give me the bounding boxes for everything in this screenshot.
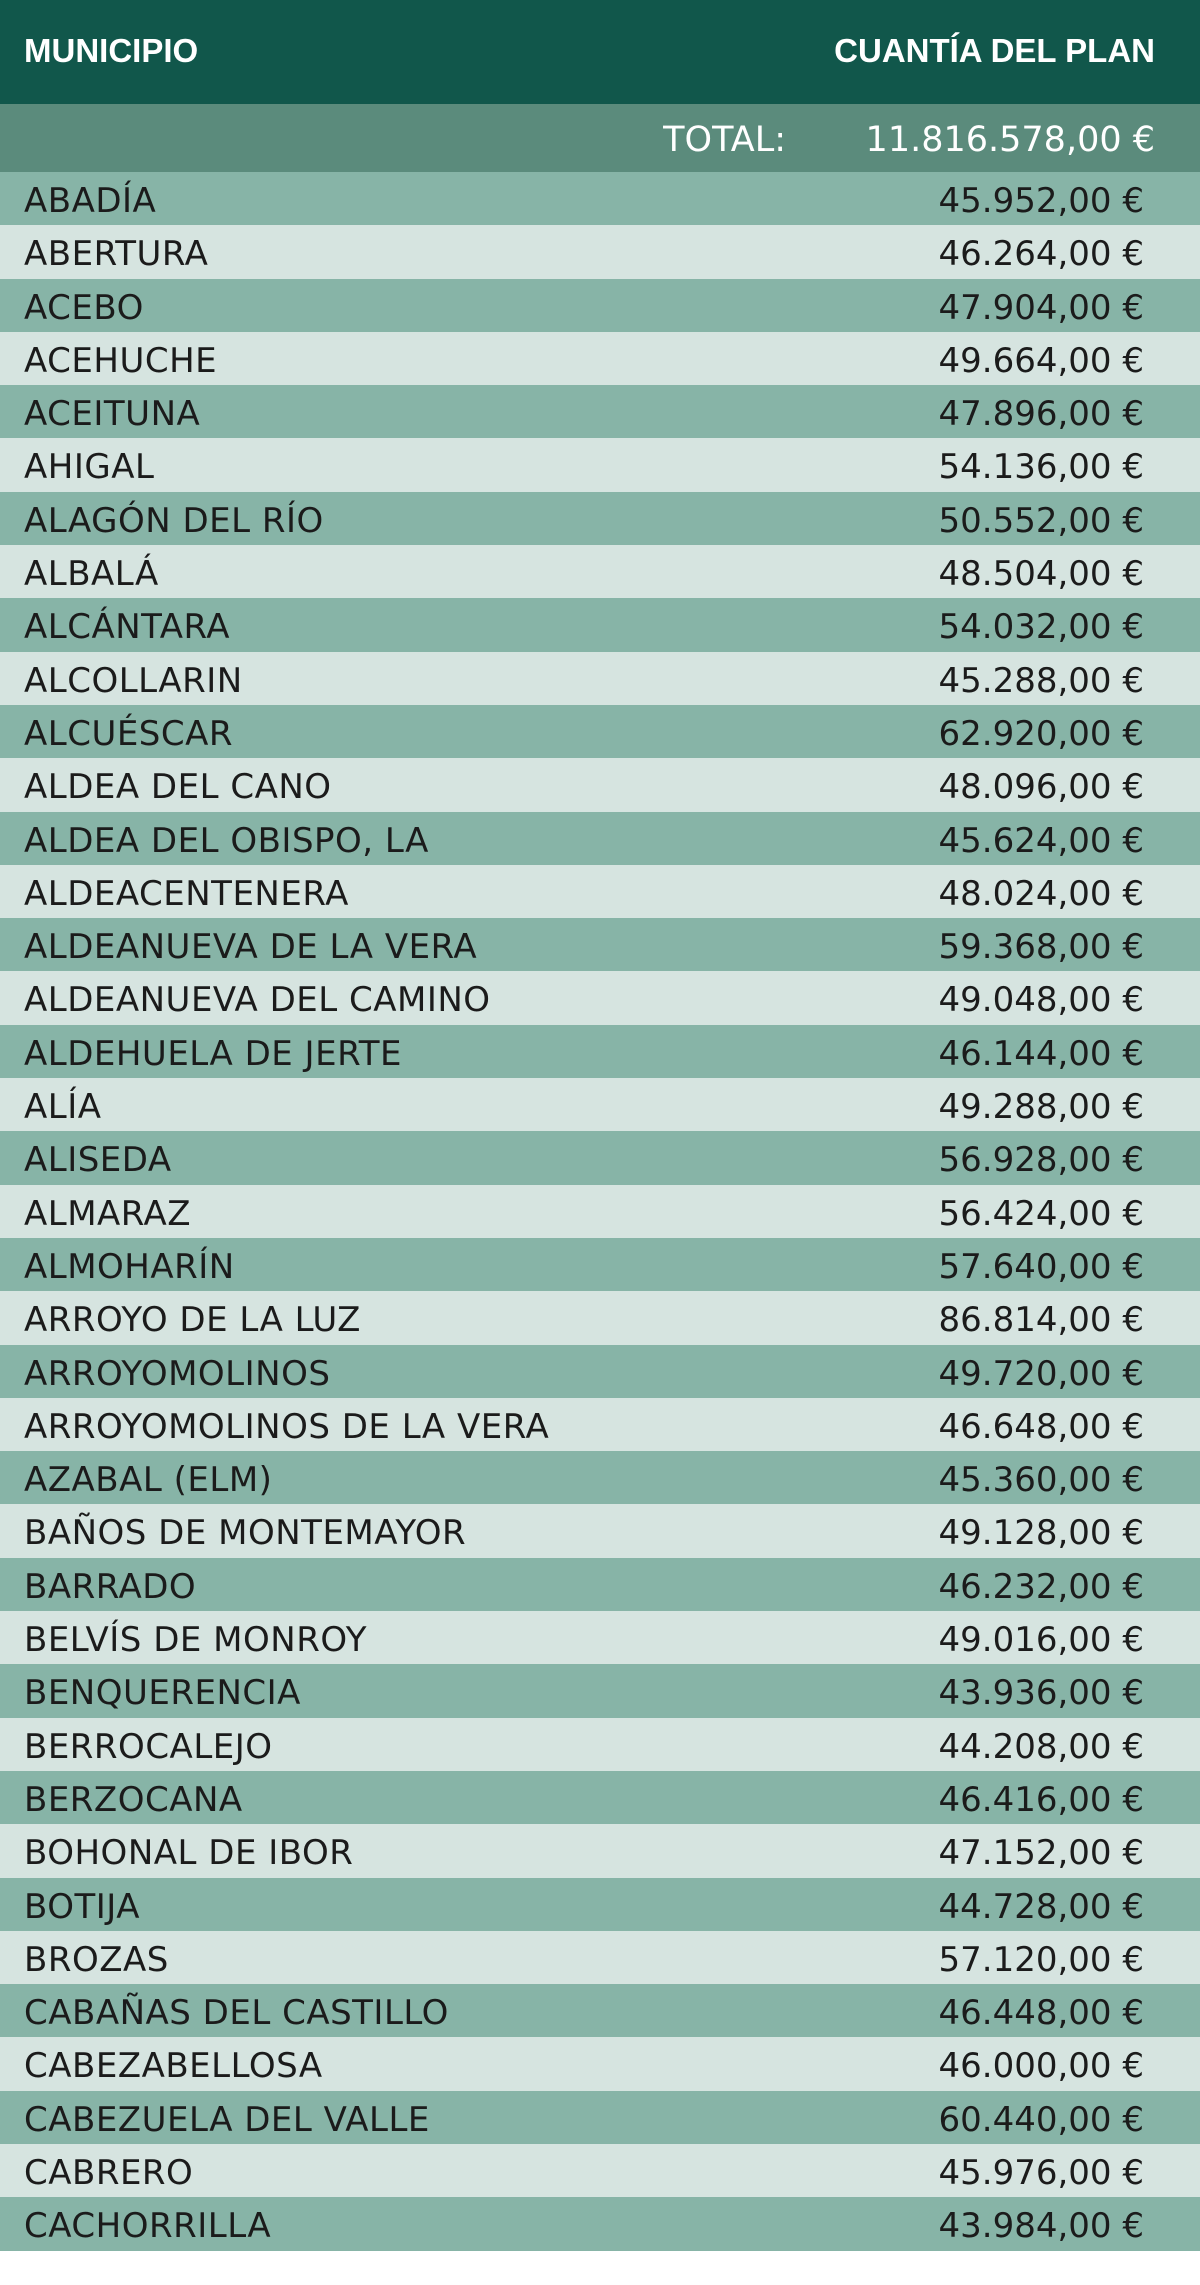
cuantia-amount: 45.624,00 € — [938, 820, 1144, 861]
table-row — [0, 172, 1200, 225]
cuantia-amount: 48.504,00 € — [938, 554, 1144, 595]
municipio-name: ARROYOMOLINOS — [24, 1353, 331, 1394]
municipio-name: ARROYO DE LA LUZ — [24, 1300, 361, 1341]
cuantia-amount: 46.232,00 € — [938, 1566, 1144, 1607]
municipio-name: ALCOLLARIN — [24, 660, 243, 701]
total-value: 11.816.578,00 € — [865, 120, 1155, 160]
municipio-name: BERROCALEJO — [24, 1726, 273, 1767]
table-header — [0, 0, 1200, 104]
cuantia-amount: 45.360,00 € — [938, 1460, 1144, 1501]
total-label: TOTAL: — [663, 120, 786, 160]
table-row — [0, 758, 1200, 811]
cuantia-amount: 49.720,00 € — [938, 1353, 1144, 1394]
table-row — [0, 1185, 1200, 1238]
municipio-name: ALÍA — [24, 1087, 102, 1128]
municipio-name: CABEZABELLOSA — [24, 2046, 323, 2087]
municipio-name: ALAGÓN DEL RÍO — [24, 500, 324, 541]
table-row — [0, 225, 1200, 278]
municipio-name: ACEBO — [24, 287, 144, 328]
municipio-name: AZABAL (ELM) — [24, 1460, 273, 1501]
cuantia-amount: 44.208,00 € — [938, 1726, 1144, 1767]
table-row — [0, 492, 1200, 545]
table-row — [0, 1611, 1200, 1664]
cuantia-amount: 47.904,00 € — [938, 287, 1144, 328]
table-row — [0, 1345, 1200, 1398]
table-row — [0, 1771, 1200, 1824]
municipio-name: ALBALÁ — [24, 554, 159, 595]
table-row — [0, 865, 1200, 918]
municipio-name: ALDEA DEL CANO — [24, 767, 332, 808]
municipio-name: ALMOHARÍN — [24, 1246, 235, 1287]
municipio-name: CABEZUELA DEL VALLE — [24, 2099, 430, 2140]
cuantia-amount: 62.920,00 € — [938, 713, 1144, 754]
cuantia-amount: 46.264,00 € — [938, 234, 1144, 275]
table-row — [0, 598, 1200, 651]
municipio-name: ALDEANUEVA DE LA VERA — [24, 927, 478, 968]
cuantia-amount: 46.000,00 € — [938, 2046, 1144, 2087]
municipio-name: ACEITUNA — [24, 394, 201, 435]
cuantia-amount: 49.288,00 € — [938, 1087, 1144, 1128]
cuantia-amount: 46.648,00 € — [938, 1406, 1144, 1447]
table-row — [0, 1078, 1200, 1131]
table-row — [0, 1238, 1200, 1291]
table-row — [0, 2037, 1200, 2090]
municipio-name: ALMARAZ — [24, 1193, 192, 1234]
cuantia-amount: 46.144,00 € — [938, 1033, 1144, 1074]
municipio-name: BOHONAL DE IBOR — [24, 1833, 354, 1874]
table-row — [0, 1451, 1200, 1504]
cuantia-amount: 43.936,00 € — [938, 1673, 1144, 1714]
cuantia-amount: 57.120,00 € — [938, 1939, 1144, 1980]
cuantia-amount: 86.814,00 € — [938, 1300, 1144, 1341]
table-row — [0, 332, 1200, 385]
cuantia-amount: 54.136,00 € — [938, 447, 1144, 488]
cuantia-amount: 45.976,00 € — [938, 2152, 1144, 2193]
table-row — [0, 1824, 1200, 1877]
cuantia-amount: 44.728,00 € — [938, 1886, 1144, 1927]
table-row — [0, 1025, 1200, 1078]
table-row — [0, 2197, 1200, 2250]
table-row — [0, 1504, 1200, 1557]
municipio-name: ALCÁNTARA — [24, 607, 231, 648]
table-row — [0, 2091, 1200, 2144]
cuantia-amount: 49.664,00 € — [938, 340, 1144, 381]
municipio-name: ALDEANUEVA DEL CAMINO — [24, 980, 491, 1021]
table-row — [0, 279, 1200, 332]
cuantia-amount: 48.096,00 € — [938, 767, 1144, 808]
cuantia-amount: 56.424,00 € — [938, 1193, 1144, 1234]
table-row — [0, 1398, 1200, 1451]
municipio-name: BENQUERENCIA — [24, 1673, 301, 1714]
table-row — [0, 1718, 1200, 1771]
table-row — [0, 2144, 1200, 2197]
cuantia-amount: 46.416,00 € — [938, 1779, 1144, 1820]
municipio-name: ABERTURA — [24, 234, 209, 275]
table-body — [0, 172, 1200, 2251]
table-row — [0, 1931, 1200, 1984]
municipio-name: BERZOCANA — [24, 1779, 243, 1820]
table-row — [0, 971, 1200, 1024]
cuantia-amount: 49.016,00 € — [938, 1620, 1144, 1661]
table-row — [0, 438, 1200, 491]
municipio-name: ARROYOMOLINOS DE LA VERA — [24, 1406, 550, 1447]
municipio-name: ALDEHUELA DE JERTE — [24, 1033, 402, 1074]
municipio-name: CABAÑAS DEL CASTILLO — [24, 1993, 449, 2034]
municipio-name: ALISEDA — [24, 1140, 172, 1181]
municipio-name: BAÑOS DE MONTEMAYOR — [24, 1513, 467, 1554]
cuantia-amount: 54.032,00 € — [938, 607, 1144, 648]
column-header-municipio: MUNICIPIO — [24, 32, 199, 69]
table-row — [0, 918, 1200, 971]
table-row — [0, 1878, 1200, 1931]
table-row — [0, 652, 1200, 705]
table-row — [0, 1291, 1200, 1344]
municipio-name: BELVÍS DE MONROY — [24, 1620, 367, 1661]
table-row — [0, 545, 1200, 598]
cuantia-amount: 56.928,00 € — [938, 1140, 1144, 1181]
cuantia-amount: 48.024,00 € — [938, 873, 1144, 914]
municipio-name: BROZAS — [24, 1939, 169, 1980]
municipio-name: ABADÍA — [24, 181, 157, 221]
cuantia-amount: 43.984,00 € — [938, 2206, 1144, 2247]
cuantia-amount: 59.368,00 € — [938, 927, 1144, 968]
cuantia-amount: 60.440,00 € — [938, 2099, 1144, 2140]
cuantia-amount: 49.048,00 € — [938, 980, 1144, 1021]
table-row — [0, 1664, 1200, 1717]
municipio-name: BOTIJA — [24, 1886, 140, 1927]
table-row — [0, 812, 1200, 865]
municipio-name: BARRADO — [24, 1566, 197, 1607]
municipio-name: ALDEA DEL OBISPO, LA — [24, 820, 429, 861]
table-row — [0, 705, 1200, 758]
column-header-cuantia: CUANTÍA DEL PLAN — [834, 32, 1155, 69]
municipio-name: ALDEACENTENERA — [24, 873, 349, 914]
municipio-name: CACHORRILLA — [24, 2206, 272, 2247]
municipio-name: ACEHUCHE — [24, 340, 218, 381]
municipio-name: ALCUÉSCAR — [24, 713, 234, 754]
cuantia-amount: 50.552,00 € — [938, 500, 1144, 541]
table-row — [0, 385, 1200, 438]
cuantia-amount: 49.128,00 € — [938, 1513, 1144, 1554]
table-row — [0, 1558, 1200, 1611]
cuantia-amount: 57.640,00 € — [938, 1246, 1144, 1287]
table-row — [0, 1131, 1200, 1184]
municipio-name: CABRERO — [24, 2152, 194, 2193]
cuantia-amount: 47.152,00 € — [938, 1833, 1144, 1874]
cuantia-amount: 47.896,00 € — [938, 394, 1144, 435]
cuantia-amount: 45.952,00 € — [938, 181, 1144, 221]
cuantia-amount: 46.448,00 € — [938, 1993, 1144, 2034]
cuantia-amount: 45.288,00 € — [938, 660, 1144, 701]
total-row — [0, 104, 1200, 172]
municipio-name: AHIGAL — [24, 447, 155, 488]
table-row — [0, 1984, 1200, 2037]
